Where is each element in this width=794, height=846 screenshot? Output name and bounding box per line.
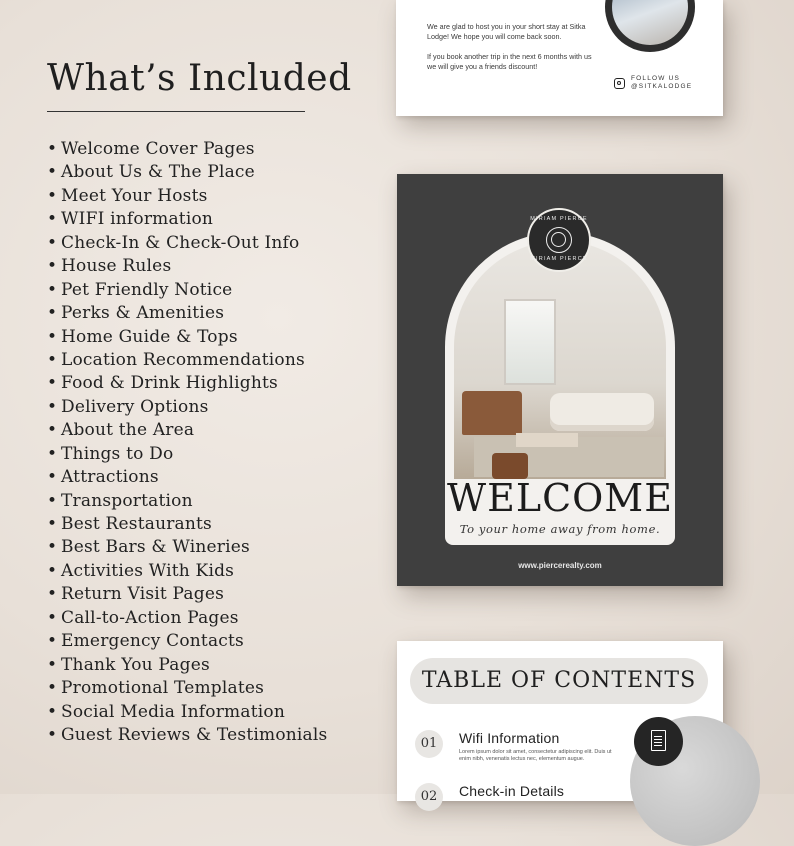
toc-number: 01 <box>415 730 443 758</box>
feature-label: About the Area <box>61 420 195 441</box>
website-url: www.piercerealty.com <box>518 561 602 570</box>
bullet: • <box>47 396 58 417</box>
feature-label: Best Bars & Wineries <box>61 537 250 558</box>
feature-item <box>47 701 327 724</box>
bullet: • <box>47 420 58 441</box>
bullet: • <box>47 724 58 745</box>
feature-label: Best Restaurants <box>61 514 212 534</box>
feature-item <box>47 607 327 630</box>
coffee-table <box>516 433 578 447</box>
bullet: • <box>47 256 58 277</box>
feature-item <box>47 583 327 606</box>
feature-label: Delivery Options <box>61 396 209 417</box>
bullet: • <box>47 232 58 253</box>
feature-label: Home Guide & Tops <box>61 326 238 347</box>
feature-item <box>47 326 327 349</box>
bullet: • <box>47 631 58 652</box>
social-follow <box>614 75 692 91</box>
toc-number: 02 <box>415 783 443 811</box>
feature-item <box>47 255 327 278</box>
page-title: What’s Included <box>47 58 352 99</box>
toc-title: TABLE OF CONTENTS <box>421 668 697 693</box>
feature-label: WIFI information <box>61 209 214 230</box>
toc-description: Lorem ipsum dolor sit amet, consectetur adipiscing elit. Duis ut enim nibh, venenatis lectus nec, elementum augue. <box>459 749 612 762</box>
thank-you-paragraph-2: If you book another trip in the next 6 months with us we will give you a friends discount! <box>427 52 592 71</box>
heading-divider <box>47 111 305 112</box>
feature-item <box>47 349 327 372</box>
feature-item <box>47 630 327 653</box>
feature-item <box>47 232 327 255</box>
feature-label: Call-to-Action Pages <box>61 607 239 628</box>
feature-label: Emergency Contacts <box>61 631 244 652</box>
feature-label: Location Recommendations <box>61 349 305 370</box>
feature-label: Thank You Pages <box>61 654 210 675</box>
feature-item <box>47 466 327 489</box>
document-icon <box>651 730 666 751</box>
feature-label: Social Media Information <box>61 701 285 722</box>
bullet: • <box>47 584 58 605</box>
bullet: • <box>47 279 58 300</box>
bullet: • <box>47 185 58 206</box>
feature-label: Attractions <box>61 467 159 488</box>
bullet: • <box>47 209 58 230</box>
feature-label: About Us & The Place <box>61 162 255 183</box>
feature-item <box>47 208 327 231</box>
toc-item <box>415 730 614 763</box>
feature-item <box>47 677 327 700</box>
sofa <box>550 393 654 431</box>
feature-item <box>47 138 327 161</box>
table-of-contents-page <box>397 641 723 804</box>
feature-label: Guest Reviews & Testimonials <box>61 724 328 745</box>
follow-us-label: FOLLOW US <box>631 75 681 82</box>
instagram-icon <box>614 78 625 89</box>
thank-you-paragraph-1: We are glad to host you in your short stay at Sitka Lodge! We hope you will come back soon. <box>427 22 586 41</box>
bullet: • <box>47 514 58 534</box>
bullet: • <box>47 303 58 324</box>
feature-item <box>47 161 327 184</box>
bullet: • <box>47 678 58 699</box>
bullet: • <box>47 490 58 511</box>
bullet: • <box>47 373 58 394</box>
bullet: • <box>47 654 58 675</box>
circular-photo-frame <box>605 0 695 52</box>
thank-you-page <box>396 0 723 116</box>
window <box>504 299 556 385</box>
bullet: • <box>47 701 58 722</box>
feature-item <box>47 279 327 302</box>
feature-item <box>47 513 327 536</box>
social-handle: @SITKALODGE <box>631 83 693 90</box>
badge-text-bottom: MIRIAM PIERCE <box>530 256 588 262</box>
feature-label: Promotional Templates <box>61 678 265 699</box>
bullet: • <box>47 326 58 347</box>
badge-text-top: MIRIAM PIERCE <box>530 216 588 222</box>
feature-item <box>47 536 327 559</box>
feature-label: Food & Drink Highlights <box>61 373 278 394</box>
feature-list <box>47 138 327 747</box>
feature-item <box>47 419 327 442</box>
feature-label: Transportation <box>61 490 193 511</box>
armchair <box>462 391 522 435</box>
document-badge <box>634 717 683 766</box>
welcome-tagline: To your home away from home. <box>459 522 661 536</box>
arch-frame <box>445 232 675 545</box>
feature-label: Welcome Cover Pages <box>61 139 255 159</box>
feature-label: Return Visit Pages <box>61 584 225 605</box>
logo-badge <box>527 208 591 272</box>
welcome-cover <box>397 174 723 586</box>
thank-you-text <box>427 22 592 82</box>
bullet: • <box>47 467 58 488</box>
feature-item <box>47 724 327 747</box>
feature-item <box>47 443 327 466</box>
toc-label: Wifi Information <box>459 730 560 746</box>
toc-item <box>415 783 564 811</box>
living-room-photo <box>454 241 666 479</box>
feature-label: House Rules <box>61 256 172 277</box>
logo-mark-icon <box>546 227 572 253</box>
bullet: • <box>47 443 58 464</box>
bullet: • <box>47 349 58 370</box>
bullet: • <box>47 560 58 581</box>
feature-item <box>47 185 327 208</box>
bullet: • <box>47 162 58 183</box>
feature-label: Perks & Amenities <box>61 303 225 324</box>
toc-label: Check-in Details <box>459 783 565 799</box>
feature-item <box>47 372 327 395</box>
feature-label: Meet Your Hosts <box>61 185 208 206</box>
feature-item <box>47 302 327 325</box>
bullet: • <box>47 139 58 159</box>
interior-photo <box>612 0 688 45</box>
feature-item <box>47 396 327 419</box>
feature-item <box>47 654 327 677</box>
bullet: • <box>47 607 58 628</box>
feature-label: Things to Do <box>61 443 174 464</box>
bullet: • <box>47 537 58 558</box>
toc-title-pill <box>410 658 708 704</box>
welcome-title: WELCOME <box>447 476 673 520</box>
feature-item <box>47 490 327 513</box>
feature-label: Pet Friendly Notice <box>61 279 233 300</box>
feature-label: Check-In & Check-Out Info <box>61 232 300 253</box>
feature-label: Activities With Kids <box>61 560 235 581</box>
feature-item <box>47 560 327 583</box>
